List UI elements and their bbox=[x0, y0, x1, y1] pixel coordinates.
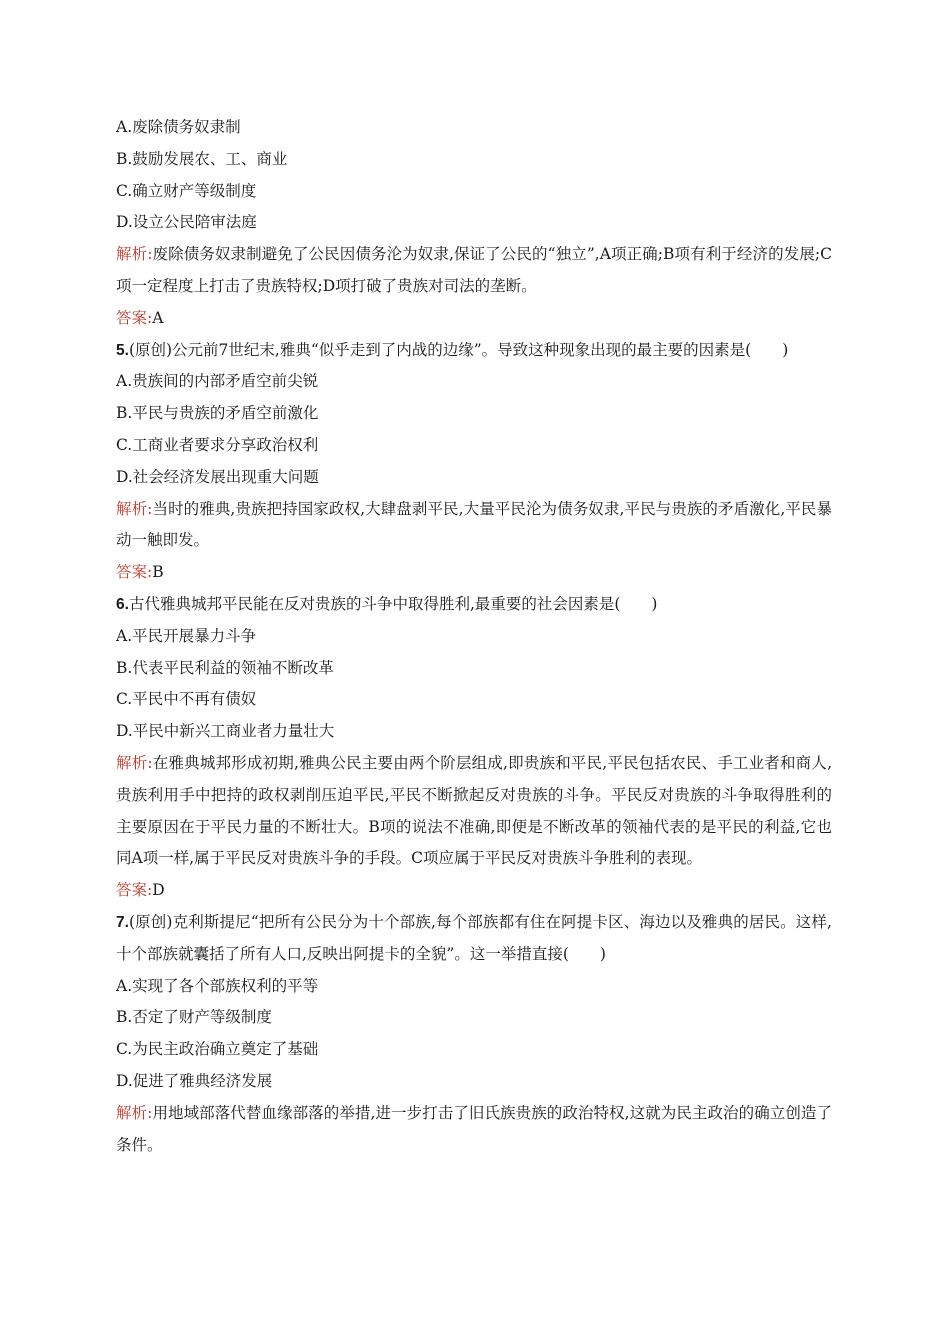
question-text: (原创)克利斯提尼“把所有公民分为十个部族,每个部族都有住在阿提卡区、海边以及雅典的居民。这样,十个部族就囊括了所有人口,反映出阿提卡的全貌”。这一举措直接( ) bbox=[116, 912, 832, 963]
analysis bbox=[116, 748, 832, 875]
option-d: D.平民中新兴工商业者力量壮大 bbox=[116, 722, 335, 741]
analysis-label: 解析: bbox=[116, 499, 153, 518]
answer-label: 答案: bbox=[116, 308, 153, 327]
question-number: 6. bbox=[116, 595, 129, 613]
analysis-text: 在雅典城邦形成初期,雅典公民主要由两个阶层组成,即贵族和平民,平民包括农民、手工业者和商人,贵族利用手中把持的政权剥削压迫平民,平民不断掀起反对贵族的斗争。平民反对贵族的斗争取得胜利的主要原因在于平民力量的不断壮大。B项的说法不准确,即便是不断改革的领袖代表的是平民的利益,它也同A项一样,属于平民反对贵族斗争的手段。C项应属于平民反对贵族斗争胜利的表现。 bbox=[116, 753, 832, 868]
option-b: B.否定了财产等级制度 bbox=[116, 1008, 272, 1027]
analysis-text: 废除债务奴隶制避免了公民因债务沦为奴隶,保证了公民的“独立”,A项正确;B项有利于经济的发展;C项一定程度上打击了贵族特权;D项打破了贵族对司法的垄断。 bbox=[116, 245, 832, 295]
answer-value: A bbox=[152, 308, 164, 327]
option-c: C.为民主政治确立奠定了基础 bbox=[116, 1040, 319, 1059]
question-text: (原创)公元前7世纪末,雅典“似乎走到了内战的边缘”。导致这种现象出现的最主要的因素是( ) bbox=[128, 340, 789, 359]
option-b: B.鼓励发展农、工、商业 bbox=[116, 149, 288, 168]
option-a: A.平民开展暴力斗争 bbox=[116, 626, 257, 645]
question-text: 古代雅典城邦平民能在反对贵族的斗争中取得胜利,最重要的社会因素是( ) bbox=[128, 594, 658, 613]
question-4 bbox=[116, 112, 832, 335]
analysis bbox=[116, 1098, 832, 1162]
option-c: C.平民中不再有债奴 bbox=[116, 690, 257, 709]
question-5 bbox=[116, 335, 832, 589]
option-d: D.社会经济发展出现重大问题 bbox=[116, 467, 319, 486]
answer-value: D bbox=[152, 881, 165, 900]
analysis-text: 当时的雅典,贵族把持国家政权,大肆盘剥平民,大量平民沦为债务奴隶,平民与贵族的矛盾激化,平民暴动一触即发。 bbox=[116, 499, 833, 550]
question-7 bbox=[116, 907, 832, 1161]
option-b: B.代表平民利益的领袖不断改革 bbox=[116, 658, 334, 677]
option-a: A.实现了各个部族权利的平等 bbox=[116, 976, 319, 995]
option-b: B.平民与贵族的矛盾空前激化 bbox=[116, 404, 319, 423]
answer bbox=[116, 557, 832, 589]
answer-label: 答案: bbox=[116, 563, 153, 582]
answer-value: B bbox=[152, 563, 164, 582]
document-page bbox=[116, 112, 832, 1161]
option-a: A.贵族间的内部矛盾空前尖锐 bbox=[116, 372, 319, 391]
answer bbox=[116, 875, 832, 907]
analysis-label: 解析: bbox=[116, 753, 153, 772]
option-d: D.促进了雅典经济发展 bbox=[116, 1071, 273, 1090]
option-a: A.废除债务奴隶制 bbox=[116, 118, 241, 136]
question-number: 7. bbox=[116, 913, 129, 931]
question-number: 5. bbox=[116, 341, 129, 359]
option-c: C.工商业者要求分享政治权利 bbox=[116, 435, 319, 454]
analysis bbox=[116, 494, 832, 558]
answer-label: 答案: bbox=[116, 881, 153, 900]
question-stem bbox=[116, 589, 832, 621]
analysis-text: 用地域部落代替血缘部落的举措,进一步打击了旧氏族贵族的政治特权,这就为民主政治的确立创造了条件。 bbox=[116, 1103, 832, 1154]
question-stem bbox=[116, 907, 832, 971]
analysis bbox=[116, 239, 832, 303]
option-d: D.设立公民陪审法庭 bbox=[116, 213, 257, 232]
question-6 bbox=[116, 589, 832, 907]
analysis-label: 解析: bbox=[116, 1103, 153, 1122]
analysis-label: 解析: bbox=[116, 245, 153, 264]
option-c: C.确立财产等级制度 bbox=[116, 181, 257, 200]
answer bbox=[116, 303, 832, 335]
question-stem bbox=[116, 335, 832, 367]
